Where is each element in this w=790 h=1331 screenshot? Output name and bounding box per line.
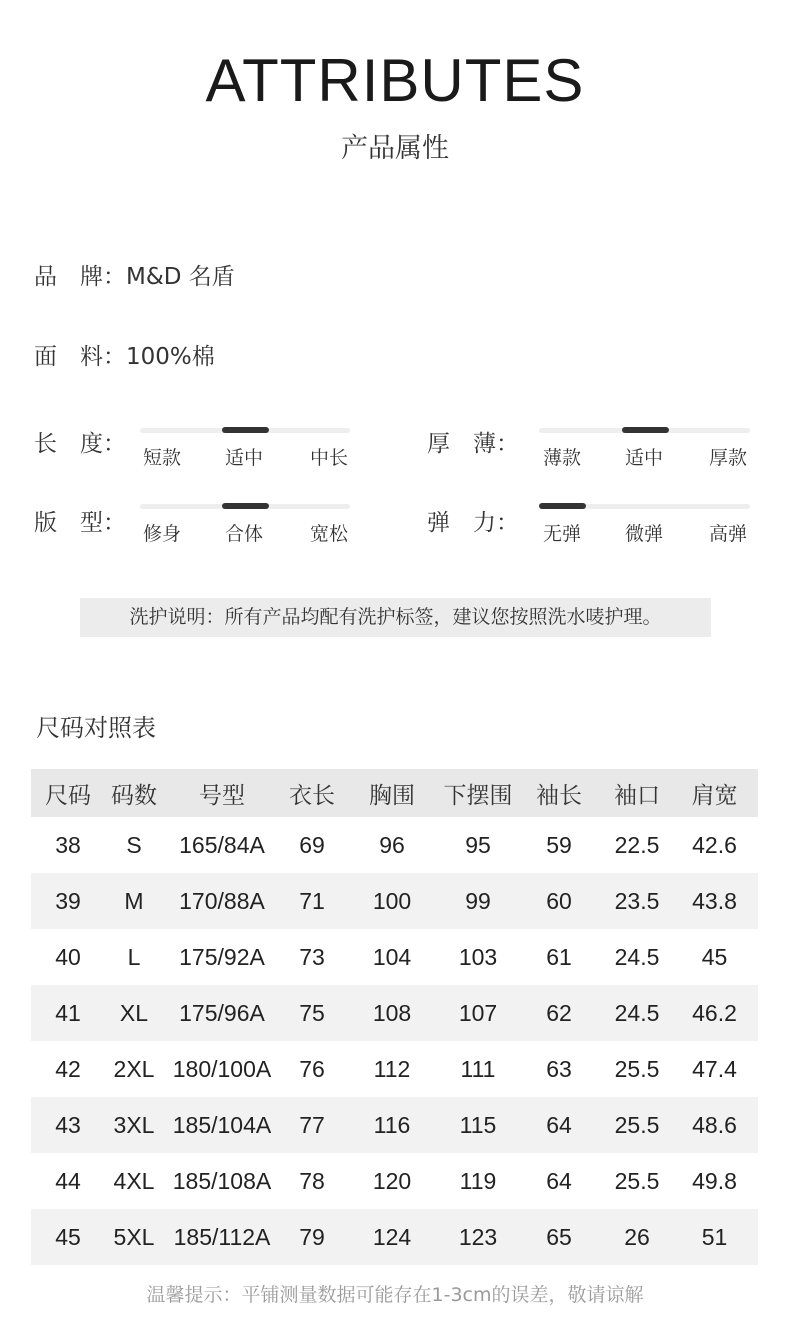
cell-sleeve-length: 63 bbox=[546, 1055, 572, 1082]
cell-length: 77 bbox=[281, 1097, 343, 1153]
cell-sleeve-length: 60 bbox=[515, 873, 603, 929]
cell-size: 41 bbox=[31, 985, 105, 1041]
brand-row bbox=[34, 258, 235, 291]
cell-hem: 119 bbox=[459, 1167, 497, 1194]
table-row bbox=[31, 873, 758, 929]
cell-cuff: 25.5 bbox=[614, 1055, 660, 1082]
table-row bbox=[31, 1153, 758, 1209]
cell-hem: 123 bbox=[441, 1209, 515, 1265]
length-option-medium: 适中 bbox=[225, 447, 264, 469]
cell-size: 45 bbox=[31, 1209, 105, 1265]
cell-sleeve-length: 64 bbox=[515, 1097, 603, 1153]
size-chart-body bbox=[31, 817, 758, 1265]
cell-shoulder: 43.8 bbox=[671, 873, 758, 929]
fit-indicator bbox=[222, 503, 269, 509]
size-chart-header-row bbox=[31, 769, 758, 817]
header-sleeve-length: 袖长 bbox=[515, 769, 603, 817]
cell-code: L bbox=[127, 943, 141, 970]
cell-sleeve-length: 64 bbox=[546, 1167, 572, 1194]
fabric-value: 100%棉 bbox=[126, 344, 215, 370]
cell-size: 38 bbox=[55, 831, 81, 858]
cell-length: 69 bbox=[299, 831, 325, 858]
fabric-label: 面 料： bbox=[34, 344, 126, 370]
cell-body-type: 185/112A bbox=[163, 1209, 281, 1265]
cell-shoulder: 49.8 bbox=[692, 1167, 737, 1194]
elasticity-option-slight: 微弹 bbox=[625, 523, 664, 545]
fit-option-regular: 合体 bbox=[225, 523, 264, 545]
elasticity-track bbox=[539, 504, 750, 509]
cell-size: 39 bbox=[31, 873, 105, 929]
cell-hem: 99 bbox=[441, 873, 515, 929]
length-option-short: 短款 bbox=[143, 447, 182, 469]
table-row bbox=[31, 1209, 758, 1265]
cell-chest: 96 bbox=[379, 831, 405, 858]
length-label: 长 度： bbox=[34, 431, 126, 457]
cell-hem: 111 bbox=[460, 1055, 496, 1082]
cell-shoulder: 45 bbox=[701, 943, 728, 970]
cell-hem: 115 bbox=[441, 1097, 515, 1153]
cell-hem: 107 bbox=[441, 985, 515, 1041]
cell-chest: 108 bbox=[343, 985, 441, 1041]
page-subtitle: 产品属性 bbox=[341, 133, 449, 164]
cell-size: 43 bbox=[31, 1097, 105, 1153]
measurement-tip: 温馨提示：平铺测量数据可能存在1-3cm的误差，敬请谅解 bbox=[146, 1284, 644, 1306]
fit-track bbox=[140, 504, 350, 509]
cell-cuff: 24.5 bbox=[603, 985, 671, 1041]
cell-hem: 103 bbox=[458, 943, 498, 970]
cell-cuff: 24.5 bbox=[614, 943, 660, 970]
cell-code: M bbox=[105, 873, 163, 929]
cell-size: 42 bbox=[55, 1055, 81, 1082]
cell-cuff: 25.5 bbox=[614, 1167, 660, 1194]
table-row bbox=[31, 817, 758, 873]
cell-size: 44 bbox=[55, 1167, 81, 1194]
cell-cuff: 23.5 bbox=[603, 873, 671, 929]
elasticity-option-none: 无弹 bbox=[543, 523, 582, 545]
cell-cuff: 26 bbox=[603, 1209, 671, 1265]
cell-shoulder: 42.6 bbox=[692, 831, 737, 858]
cell-length: 78 bbox=[299, 1167, 325, 1194]
size-chart-title: 尺码对照表 bbox=[36, 714, 156, 742]
cell-chest: 100 bbox=[343, 873, 441, 929]
brand-value: M&D 名盾 bbox=[126, 264, 235, 290]
cell-chest: 124 bbox=[343, 1209, 441, 1265]
header-length: 衣长 bbox=[281, 769, 343, 817]
cell-shoulder: 48.6 bbox=[671, 1097, 758, 1153]
fit-label: 版 型： bbox=[34, 510, 126, 536]
header-size: 尺码 bbox=[31, 769, 105, 817]
cell-shoulder: 46.2 bbox=[671, 985, 758, 1041]
cell-shoulder: 47.4 bbox=[692, 1055, 737, 1082]
header-body-type: 号型 bbox=[163, 769, 281, 817]
cell-body-type: 165/84A bbox=[179, 831, 265, 858]
cell-body-type: 175/96A bbox=[163, 985, 281, 1041]
cell-code: 2XL bbox=[113, 1055, 155, 1082]
cell-code: 3XL bbox=[105, 1097, 163, 1153]
length-option-long: 中长 bbox=[310, 447, 349, 469]
fabric-row bbox=[34, 338, 215, 371]
cell-length: 71 bbox=[281, 873, 343, 929]
cell-length: 79 bbox=[281, 1209, 343, 1265]
cell-body-type: 185/108A bbox=[172, 1167, 272, 1194]
thickness-track bbox=[539, 428, 750, 433]
thickness-option-thick: 厚款 bbox=[709, 447, 748, 469]
cell-hem: 95 bbox=[465, 831, 491, 858]
table-row bbox=[31, 985, 758, 1041]
cell-sleeve-length: 59 bbox=[546, 831, 572, 858]
cell-code: XL bbox=[105, 985, 163, 1041]
fit-option-loose: 宽松 bbox=[310, 523, 349, 545]
elasticity-indicator bbox=[539, 503, 586, 509]
thickness-indicator bbox=[622, 427, 669, 433]
length-track bbox=[140, 428, 350, 433]
table-row bbox=[31, 1097, 758, 1153]
header-chest: 胸围 bbox=[343, 769, 441, 817]
cell-code: 5XL bbox=[105, 1209, 163, 1265]
thickness-label: 厚 薄： bbox=[427, 431, 519, 457]
cell-chest: 112 bbox=[373, 1055, 411, 1082]
fit-option-slim: 修身 bbox=[143, 523, 182, 545]
size-chart-table bbox=[31, 769, 758, 1265]
length-indicator bbox=[222, 427, 269, 433]
header-hem: 下摆围 bbox=[441, 769, 515, 817]
header-shoulder: 肩宽 bbox=[671, 769, 758, 817]
care-instructions: 洗护说明：所有产品均配有洗护标签，建议您按照洗水唛护理。 bbox=[80, 598, 711, 637]
elasticity-option-high: 高弹 bbox=[709, 523, 748, 545]
page-title: ATTRIBUTES bbox=[205, 47, 585, 114]
cell-size: 40 bbox=[55, 943, 81, 970]
cell-code: 4XL bbox=[113, 1167, 155, 1194]
table-row bbox=[31, 1041, 758, 1097]
cell-sleeve-length: 65 bbox=[515, 1209, 603, 1265]
cell-body-type: 185/104A bbox=[163, 1097, 281, 1153]
cell-chest: 120 bbox=[372, 1167, 412, 1194]
cell-chest: 104 bbox=[372, 943, 412, 970]
cell-sleeve-length: 61 bbox=[546, 943, 572, 970]
thickness-option-thin: 薄款 bbox=[543, 447, 582, 469]
cell-cuff: 22.5 bbox=[614, 831, 660, 858]
cell-length: 76 bbox=[299, 1055, 325, 1082]
cell-body-type: 180/100A bbox=[172, 1055, 272, 1082]
cell-length: 73 bbox=[299, 943, 325, 970]
cell-code: S bbox=[126, 831, 142, 858]
cell-chest: 116 bbox=[343, 1097, 441, 1153]
table-row bbox=[31, 929, 758, 985]
header-code: 码数 bbox=[105, 769, 163, 817]
thickness-option-medium: 适中 bbox=[625, 447, 664, 469]
brand-label: 品 牌： bbox=[34, 264, 126, 290]
cell-body-type: 175/92A bbox=[179, 943, 265, 970]
cell-sleeve-length: 62 bbox=[515, 985, 603, 1041]
cell-length: 75 bbox=[281, 985, 343, 1041]
elasticity-label: 弹 力： bbox=[427, 510, 519, 536]
cell-shoulder: 51 bbox=[671, 1209, 758, 1265]
cell-cuff: 25.5 bbox=[603, 1097, 671, 1153]
header-cuff: 袖口 bbox=[603, 769, 671, 817]
cell-body-type: 170/88A bbox=[163, 873, 281, 929]
